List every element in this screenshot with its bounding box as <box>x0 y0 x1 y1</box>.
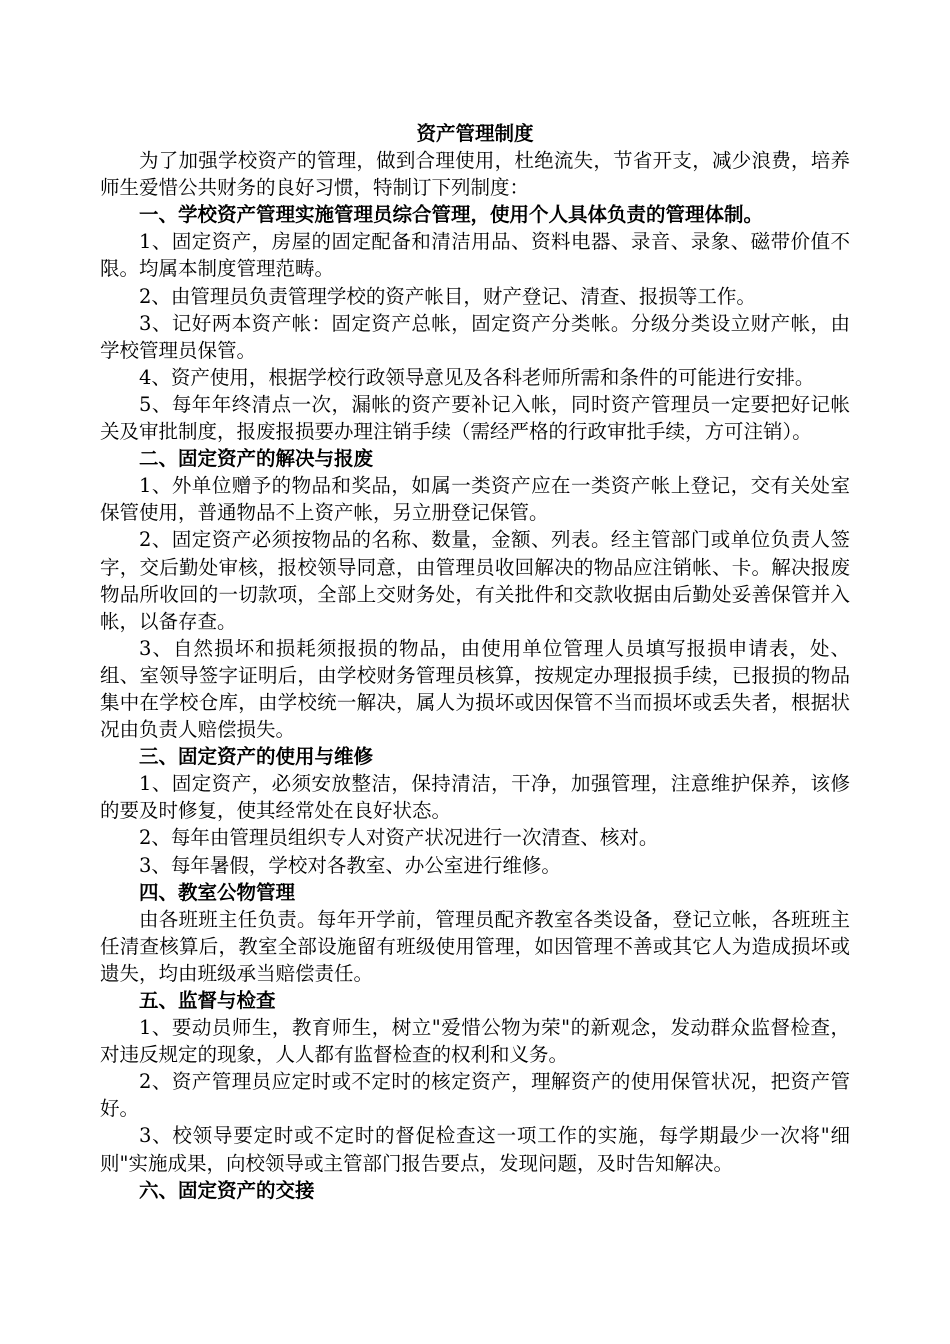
section-paragraph: 3、记好两本资产帐：固定资产总帐，固定资产分类帐。分级分类设立财产帐，由学校管理员保管。 <box>100 311 850 362</box>
section-heading: 六、固定资产的交接 <box>139 1178 315 1202</box>
document-body <box>100 120 850 1204</box>
section-paragraph: 2、资产管理员应定时或不定时的核定资产，理解资产的使用保管状况，把资产管好。 <box>100 1070 850 1121</box>
section-paragraph: 3、每年暑假，学校对各教室、办公室进行维修。 <box>139 853 561 877</box>
section-heading: 五、监督与检查 <box>139 989 276 1012</box>
section-heading: 四、教室公物管理 <box>139 880 296 904</box>
section-heading: 二、固定资产的解决与报废 <box>139 447 374 471</box>
section-5 <box>100 987 850 1177</box>
section-paragraph: 2、固定资产必须按物品的名称、数量，金额、列表。经主管部门或单位负责人签字，交后勤处审核，报校领导同意，由管理员收回解决的物品应注销帐、卡。解决报废物品所收回的一切款项，全部上交财务处，有关批件和交款收据由后勤处妥善保管并入帐，以备存查。 <box>100 528 850 633</box>
intro-paragraph: 为了加强学校资产的管理，做到合理使用，杜绝流失，节省开支，减少浪费，培养师生爱惜公共财务的良好习惯，特制订下列制度： <box>100 149 850 200</box>
section-paragraph: 由各班班主任负责。每年开学前，管理员配齐教室各类设备，登记立帐，各班班主任清查核算后，教室全部设施留有班级使用管理，如因管理不善或其它人为造成损坏或遗失，均由班级承当赔偿责任。 <box>100 907 850 985</box>
section-heading: 一、学校资产管理实施管理员综合管理，使用个人具体负责的管理体制。 <box>139 203 764 227</box>
document-title: 资产管理制度 <box>416 122 534 145</box>
section-paragraph: 1、外单位赠予的物品和奖品，如属一类资产应在一类资产帐上登记，交有关处室保管使用，普通物品不上资产帐，另立册登记保管。 <box>100 474 850 525</box>
section-3 <box>100 743 850 878</box>
section-paragraph: 4、资产使用，根据学校行政领导意见及各科老师所需和条件的可能进行安排。 <box>139 365 815 389</box>
section-paragraph: 2、由管理员负责管理学校的资产帐目，财产登记、清查、报损等工作。 <box>139 284 756 308</box>
section-2 <box>100 445 850 743</box>
section-paragraph: 1、要动员师生，教育师生，树立"爱惜公物为荣"的新观念，发动群众监督检查，对违反规定的现象，人人都有监督检查的权利和义务。 <box>100 1016 850 1067</box>
section-6 <box>100 1177 850 1204</box>
section-paragraph: 5、每年年终清点一次，漏帐的资产要补记入帐，同时资产管理员一定要把好记帐关及审批制度，报废报损要办理注销手续（需经严格的行政审批手续，方可注销）。 <box>100 392 850 444</box>
section-paragraph: 1、固定资产，必须安放整洁，保持清洁，干净，加强管理，注意维护保养，该修的要及时修复，使其经常处在良好状态。 <box>100 772 850 823</box>
section-heading: 三、固定资产的使用与维修 <box>139 745 374 769</box>
section-paragraph: 1、固定资产，房屋的固定配备和清洁用品、资料电器、录音、录象、磁带价值不限。均属本制度管理范畴。 <box>100 230 850 281</box>
section-paragraph: 3、校领导要定时或不定时的督促检查这一项工作的实施，每学期最少一次将"细则"实施成果，向校领导或主管部门报告要点，发现问题，及时告知解决。 <box>100 1124 850 1175</box>
section-1 <box>100 201 850 445</box>
section-paragraph: 3、自然损坏和损耗须报损的物品，由使用单位管理人员填写报损申请表，处、组、室领导签字证明后，由学校财务管理员核算，按规定办理报损手续，已报损的物品集中在学校仓库，由学校统一解决，属人为损坏或因保管不当而损坏或丢失者，根据状况由负责人赔偿损失。 <box>100 636 850 742</box>
section-paragraph: 2、每年由管理员组织专人对资产状况进行一次清查、核对。 <box>139 826 659 850</box>
section-4 <box>100 879 850 987</box>
